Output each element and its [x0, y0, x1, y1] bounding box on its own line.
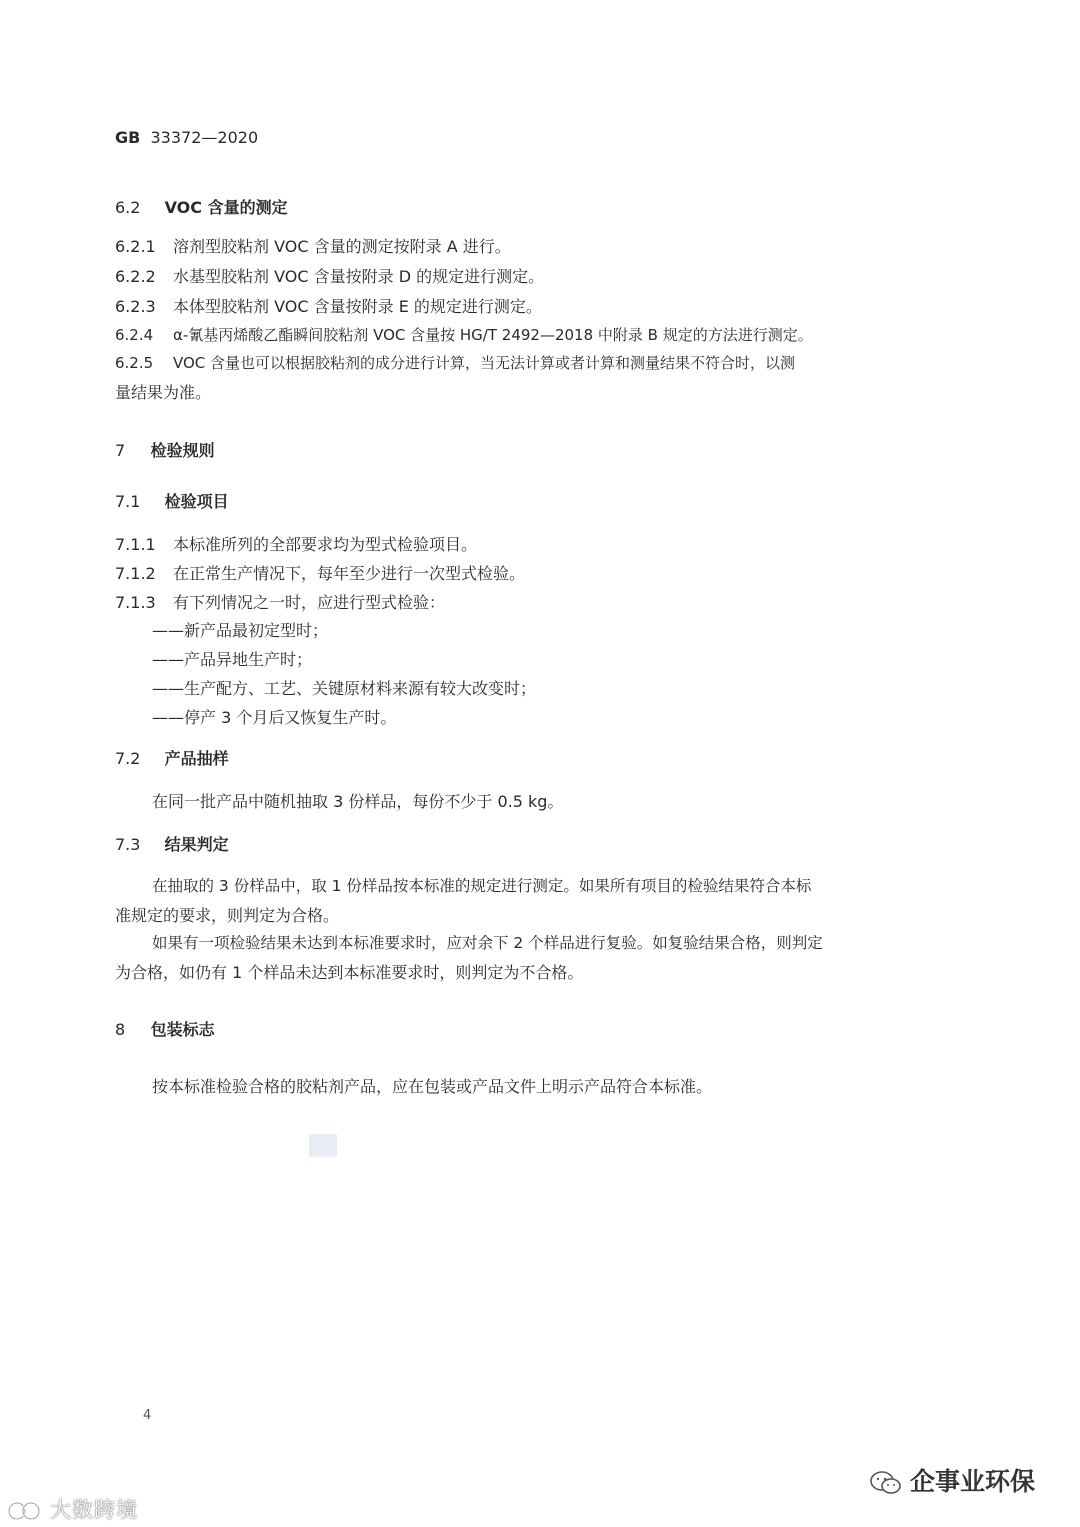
- paragraph: 按本标准检验合格的胶粘剂产品，应在包装或产品文件上明示产品符合本标准。: [152, 1077, 713, 1096]
- clause-6-2-4: [115, 324, 813, 345]
- clause-7-1-3: [115, 590, 445, 613]
- publisher-stamp: [309, 1134, 337, 1157]
- clause-text: 在正常生产情况下，每年至少进行一次型式检验。: [173, 564, 526, 583]
- standard-number: 33372—2020: [150, 128, 259, 147]
- section-8-heading: [115, 1017, 215, 1040]
- clause-7-1-2: [115, 561, 525, 584]
- clause-text-line-2: 量结果为准。: [115, 383, 212, 402]
- clause-number: 6.2.4: [115, 326, 154, 344]
- section-title: 结果判定: [164, 835, 229, 854]
- paragraph-line: 为合格，如仍有 1 个样品未达到本标准要求时，则判定为不合格。: [115, 963, 584, 982]
- section-number: 7.2: [115, 749, 141, 768]
- clause-7-1-1: [115, 532, 477, 555]
- clause-number: 7.1.1: [115, 535, 156, 554]
- section-title: 检验规则: [150, 441, 215, 460]
- clause-6-2-2: [115, 264, 544, 287]
- clause-number: 7.1.3: [115, 593, 156, 612]
- section-title: VOC 含量的测定: [164, 198, 288, 217]
- brand-logo-icon: [6, 1500, 50, 1522]
- section-number: 7.3: [115, 835, 141, 854]
- clause-text: 水基型胶粘剂 VOC 含量按附录 D 的规定进行测定。: [173, 267, 545, 286]
- watermark-left-text: 大数跨境: [50, 1498, 138, 1522]
- clause-number: 6.2.1: [115, 237, 156, 256]
- paragraph-line: 如果有一项检验结果未达到本标准要求时，应对余下 2 个样品进行复验。如复验结果合格，则判定: [152, 934, 823, 952]
- clause-6-2-3: [115, 294, 542, 317]
- watermark-right-text: 企事业环保: [910, 1467, 1036, 1496]
- section-7-1-heading: [115, 489, 229, 512]
- section-title: 产品抽样: [164, 749, 229, 768]
- watermark-right: [870, 1462, 1035, 1498]
- section-7-2-heading: [115, 746, 229, 769]
- clause-number: 6.2.2: [115, 267, 156, 286]
- clause-text: 本体型胶粘剂 VOC 含量按附录 E 的规定进行测定。: [173, 297, 542, 316]
- clause-text-line-1: VOC 含量也可以根据胶粘剂的成分进行计算，当无法计算或者计算和测量结果不符合时，以测: [173, 354, 796, 372]
- wechat-icon: [870, 1470, 902, 1496]
- section-6-2-heading: [115, 195, 288, 218]
- section-number: 6.2: [115, 198, 141, 217]
- list-item: ——产品异地生产时；: [152, 650, 313, 669]
- paragraph-line: 准规定的要求，则判定为合格。: [115, 906, 340, 925]
- watermark-left: [6, 1494, 138, 1524]
- standard-prefix: GB: [115, 128, 141, 147]
- clause-text: α-氰基丙烯酸乙酯瞬间胶粘剂 VOC 含量按 HG/T 2492—2018 中附录 B 规定的方法进行测定。: [173, 326, 813, 344]
- list-item: ——生产配方、工艺、关键原材料来源有较大改变时；: [152, 679, 537, 698]
- section-title: 检验项目: [164, 492, 229, 511]
- section-number: 7.1: [115, 492, 141, 511]
- clause-number: 6.2.5: [115, 354, 154, 372]
- list-item: ——停产 3 个月后又恢复生产时。: [152, 708, 397, 727]
- section-7-3-heading: [115, 832, 229, 855]
- section-number: 8: [115, 1020, 126, 1039]
- clause-text: 有下列情况之一时，应进行型式检验：: [173, 593, 446, 612]
- section-title: 包装标志: [150, 1020, 215, 1039]
- clause-text: 本标准所列的全部要求均为型式检验项目。: [173, 535, 478, 554]
- section-7-heading: [115, 438, 215, 461]
- clause-6-2-5: [115, 352, 795, 373]
- paragraph: 在同一批产品中随机抽取 3 份样品，每份不少于 0.5 kg。: [152, 792, 564, 811]
- standard-code: [115, 128, 258, 147]
- list-item: ——新产品最初定型时；: [152, 621, 329, 640]
- page-number: 4: [143, 1408, 152, 1423]
- paragraph-line: 在抽取的 3 份样品中，取 1 份样品按本标准的规定进行测定。如果所有项目的检验结果符合本标: [152, 877, 812, 895]
- clause-number: 6.2.3: [115, 297, 156, 316]
- clause-6-2-1: [115, 234, 511, 257]
- clause-number: 7.1.2: [115, 564, 156, 583]
- section-number: 7: [115, 441, 126, 460]
- clause-text: 溶剂型胶粘剂 VOC 含量的测定按附录 A 进行。: [173, 237, 511, 256]
